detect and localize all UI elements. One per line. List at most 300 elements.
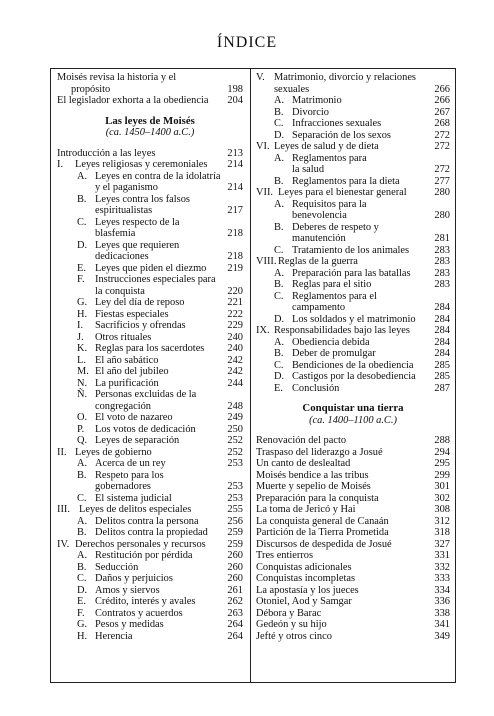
toc-entry-label: Divorcio bbox=[292, 106, 329, 118]
toc-entry bbox=[57, 389, 243, 401]
toc-page-number: 277 bbox=[434, 175, 450, 187]
toc-entry bbox=[57, 435, 243, 447]
toc-entry-marker: D. bbox=[274, 371, 285, 382]
toc-page-number: 219 bbox=[227, 262, 243, 274]
toc-entry-marker: B. bbox=[77, 561, 87, 573]
toc-entry bbox=[256, 268, 450, 280]
toc-entry-text bbox=[57, 297, 223, 309]
toc-entry bbox=[57, 182, 243, 194]
toc-entry-label: Leyes que piden el diezmo bbox=[95, 262, 207, 274]
toc-entry-label: Leyes de delitos especiales bbox=[79, 504, 192, 515]
toc-entry-text bbox=[57, 148, 223, 160]
toc-entry-label: Renovación del pacto bbox=[256, 435, 347, 446]
toc-entry-text bbox=[57, 309, 223, 321]
toc-entry bbox=[57, 378, 243, 390]
toc-entry-text bbox=[57, 84, 223, 96]
toc-page-number: 318 bbox=[434, 527, 450, 538]
toc-page-number: 259 bbox=[227, 527, 243, 538]
toc-entry-marker: M. bbox=[77, 366, 89, 377]
toc-page-number: 272 bbox=[434, 141, 450, 152]
toc-page-number: 218 bbox=[227, 228, 243, 239]
toc-page-number: 253 bbox=[227, 492, 243, 504]
toc-entry bbox=[256, 107, 450, 119]
toc-entry-marker: IX. bbox=[256, 325, 270, 336]
toc-entry-label: benevolencia bbox=[292, 210, 347, 221]
toc-entry-label: El año del jubileo bbox=[95, 366, 169, 377]
toc-entry-text bbox=[57, 401, 223, 413]
toc-page-number: 248 bbox=[227, 400, 243, 412]
toc-entry-text bbox=[256, 470, 430, 482]
toc-entry-text bbox=[57, 263, 223, 275]
toc-entry-label: gobernadores bbox=[95, 481, 151, 492]
column-divider bbox=[250, 68, 251, 683]
toc-entry bbox=[57, 412, 243, 424]
toc-page-number: 256 bbox=[227, 515, 243, 527]
toc-entry-text bbox=[57, 527, 223, 539]
toc-entry-text bbox=[256, 302, 430, 314]
toc-entry-label: Sacrificios y ofrendas bbox=[95, 320, 186, 331]
toc-entry-marker: Q. bbox=[77, 435, 88, 446]
toc-entry bbox=[256, 619, 450, 631]
toc-entry-label: Derechos personales y recursos bbox=[75, 538, 206, 550]
toc-entry bbox=[57, 309, 243, 321]
toc-page-number: 336 bbox=[434, 596, 450, 607]
toc-entry bbox=[256, 596, 450, 608]
toc-entry-text bbox=[256, 360, 430, 372]
toc-entry-label: la conquista bbox=[95, 285, 145, 297]
toc-page-number: 283 bbox=[434, 267, 450, 279]
toc-entry-label: Castigos por la desobediencia bbox=[292, 371, 416, 382]
toc-entry-label: manutención bbox=[292, 233, 346, 244]
toc-page-number: 222 bbox=[227, 308, 243, 320]
toc-entry-text bbox=[256, 199, 430, 211]
toc-entry bbox=[57, 550, 243, 562]
toc-entry-label: Otros rituales bbox=[95, 331, 152, 343]
toc-entry-marker: O. bbox=[77, 412, 88, 423]
toc-page-number: 268 bbox=[434, 118, 450, 129]
toc-entry-text bbox=[256, 164, 430, 176]
toc-entry-label: blasfemia bbox=[95, 228, 136, 239]
section-date-range: (ca. 1450–1400 a.C.) bbox=[105, 127, 195, 138]
toc-entry-label: Requisitos para la bbox=[292, 198, 367, 210]
toc-entry-label: Leyes de separación bbox=[95, 435, 180, 446]
toc-entry-marker: P. bbox=[77, 423, 85, 435]
toc-entry-marker: B. bbox=[77, 469, 87, 481]
toc-page-number: 332 bbox=[434, 561, 450, 573]
toc-entry-label: Leyes en contra de la idolatría bbox=[95, 170, 221, 182]
toc-entry bbox=[256, 199, 450, 211]
toc-entry-text bbox=[57, 343, 223, 355]
toc-page-number: 214 bbox=[227, 159, 243, 170]
toc-entry-text bbox=[256, 527, 430, 539]
toc-entry bbox=[57, 458, 243, 470]
toc-entry-label: Respeto para los bbox=[95, 469, 164, 481]
toc-entry bbox=[256, 585, 450, 597]
toc-entry-label: Un canto de deslealtad bbox=[256, 458, 351, 469]
toc-entry bbox=[57, 84, 243, 96]
toc-entry bbox=[57, 527, 243, 539]
toc-entry bbox=[57, 573, 243, 585]
toc-entry-marker: D. bbox=[77, 584, 88, 596]
toc-entry bbox=[57, 343, 243, 355]
toc-page-number: 229 bbox=[227, 320, 243, 331]
toc-entry bbox=[57, 320, 243, 332]
toc-entry-text bbox=[256, 176, 430, 188]
toc-entry-label: La purificación bbox=[95, 377, 159, 389]
toc-entry bbox=[256, 348, 450, 360]
toc-entry-text bbox=[57, 182, 223, 194]
toc-entry-label: Deber de promulgar bbox=[292, 348, 376, 359]
toc-entry bbox=[57, 263, 243, 275]
toc-entry-label: espiritualistas bbox=[95, 205, 153, 216]
toc-page-number: 240 bbox=[227, 343, 243, 354]
toc-entry-marker: A. bbox=[274, 152, 285, 164]
toc-entry-text bbox=[256, 107, 430, 119]
toc-entry-marker: D. bbox=[274, 313, 285, 325]
toc-entry-label: Instrucciones especiales para bbox=[95, 274, 216, 285]
toc-entry-label: Leyes religiosas y ceremoniales bbox=[75, 159, 208, 170]
toc-page-number: 283 bbox=[434, 279, 450, 290]
toc-entry-label: Restitución por pérdida bbox=[95, 550, 193, 561]
toc-entry-label: Leyes respecto de la bbox=[95, 216, 180, 228]
toc-entry-text bbox=[256, 72, 430, 84]
toc-page-number: 327 bbox=[434, 538, 450, 550]
toc-entry-marker: H. bbox=[77, 308, 88, 320]
toc-page-number: 260 bbox=[227, 573, 243, 584]
toc-entry-label: Reglas para los sacerdotes bbox=[95, 343, 205, 354]
toc-entry-label: y el paganismo bbox=[95, 182, 158, 193]
toc-entry-label: Obediencia debida bbox=[292, 336, 370, 348]
toc-entry-label: Leyes que requieren bbox=[95, 239, 180, 251]
toc-page-number: 259 bbox=[227, 538, 243, 550]
toc-entry-text bbox=[57, 596, 223, 608]
toc-entry-label: propósito bbox=[71, 83, 111, 95]
toc-entry-label: El año sabático bbox=[95, 354, 159, 366]
toc-entry bbox=[57, 205, 243, 217]
toc-entry-label: Daños y perjuicios bbox=[95, 573, 173, 584]
toc-entry-marker: B. bbox=[274, 348, 284, 359]
toc-entry-text bbox=[256, 210, 430, 222]
toc-entry bbox=[57, 228, 243, 240]
toc-right-column bbox=[256, 72, 450, 642]
toc-entry bbox=[57, 366, 243, 378]
toc-entry-text bbox=[256, 314, 430, 326]
toc-entry bbox=[256, 279, 450, 291]
toc-entry-text bbox=[256, 141, 430, 153]
toc-page-number: 284 bbox=[434, 302, 450, 313]
toc-left-column bbox=[57, 72, 243, 642]
toc-entry bbox=[57, 470, 243, 482]
toc-page-number: 255 bbox=[227, 504, 243, 515]
section-heading: Las leyes de Moisés bbox=[105, 114, 195, 127]
toc-entry-label: Acerca de un rey bbox=[95, 458, 166, 469]
toc-entry bbox=[256, 84, 450, 96]
toc-entry bbox=[256, 256, 450, 268]
toc-page-number: 302 bbox=[434, 492, 450, 504]
toc-entry-text bbox=[57, 194, 223, 206]
toc-entry-label: Leyes de salud y de dieta bbox=[274, 141, 379, 152]
toc-entry-text bbox=[256, 585, 430, 597]
toc-entry bbox=[57, 493, 243, 505]
toc-page-number: 253 bbox=[227, 481, 243, 492]
toc-entry bbox=[57, 251, 243, 263]
toc-entry bbox=[57, 332, 243, 344]
toc-page-number: 242 bbox=[227, 354, 243, 366]
toc-entry-label: Pesos y medidas bbox=[95, 619, 164, 630]
toc-page-number: 272 bbox=[434, 164, 450, 175]
toc-entry bbox=[256, 562, 450, 574]
toc-page-number: 285 bbox=[434, 371, 450, 382]
toc-entry-text bbox=[256, 348, 430, 360]
toc-entry-label: El voto de nazareo bbox=[95, 412, 173, 423]
toc-entry-text bbox=[256, 130, 430, 142]
toc-entry bbox=[57, 274, 243, 286]
toc-entry bbox=[256, 573, 450, 585]
toc-entry bbox=[256, 539, 450, 551]
toc-entry-marker: F. bbox=[77, 607, 85, 619]
toc-page-number: 250 bbox=[227, 423, 243, 435]
toc-entry-text bbox=[57, 378, 223, 390]
toc-entry bbox=[57, 240, 243, 252]
toc-entry-marker: C. bbox=[274, 244, 284, 256]
toc-entry-label: Crédito, interés y avales bbox=[95, 596, 196, 607]
toc-entry-label: campamento bbox=[292, 302, 346, 313]
toc-page-number: 288 bbox=[434, 435, 450, 446]
toc-entry bbox=[256, 291, 450, 303]
toc-entry-marker: J. bbox=[77, 331, 84, 343]
toc-entry bbox=[256, 493, 450, 505]
page-title: ÍNDICE bbox=[216, 34, 278, 51]
toc-entry-text bbox=[256, 291, 430, 303]
toc-entry-text bbox=[256, 619, 430, 631]
toc-entry-label: Preparación para la conquista bbox=[256, 492, 379, 504]
toc-entry-text bbox=[57, 412, 223, 424]
toc-entry-text bbox=[57, 447, 223, 459]
section-date-range: (ca. 1400–1100 a.C.) bbox=[309, 414, 397, 426]
toc-entry-text bbox=[57, 240, 223, 252]
toc-entry-marker: A. bbox=[77, 170, 88, 182]
toc-entry-marker: C. bbox=[274, 118, 284, 129]
toc-page-number: 287 bbox=[434, 382, 450, 394]
toc-entry-text bbox=[256, 631, 430, 643]
toc-entry-text bbox=[57, 539, 223, 551]
toc-page-number: 294 bbox=[434, 446, 450, 458]
toc-entry-marker: G. bbox=[77, 619, 88, 630]
toc-entry-marker: L. bbox=[77, 354, 86, 366]
toc-page-number: 280 bbox=[434, 187, 450, 198]
toc-entry bbox=[57, 148, 243, 160]
toc-entry-text bbox=[57, 274, 223, 286]
toc-entry-marker: E. bbox=[77, 596, 86, 607]
toc-entry-text bbox=[256, 118, 430, 130]
toc-page-number: 260 bbox=[227, 561, 243, 573]
toc-entry-marker: IV. bbox=[57, 538, 70, 550]
toc-entry-marker: B. bbox=[77, 193, 87, 205]
toc-entry-text bbox=[57, 470, 223, 482]
toc-entry bbox=[256, 337, 450, 349]
toc-page-number: 285 bbox=[434, 359, 450, 371]
toc-entry-label: Leyes de gobierno bbox=[75, 446, 152, 458]
toc-entry bbox=[57, 72, 243, 84]
toc-entry bbox=[256, 164, 450, 176]
toc-entry-marker: B. bbox=[274, 279, 284, 290]
toc-entry bbox=[57, 562, 243, 574]
toc-page-number: 267 bbox=[434, 106, 450, 118]
toc-entry bbox=[256, 550, 450, 562]
toc-entry-text bbox=[256, 383, 430, 395]
toc-page-number: 242 bbox=[227, 366, 243, 377]
toc-entry-text bbox=[256, 447, 430, 459]
toc-page-number: 266 bbox=[434, 83, 450, 95]
toc-entry bbox=[256, 95, 450, 107]
toc-entry-label: Reglamentos para el bbox=[292, 290, 377, 302]
toc-entry-marker: A. bbox=[77, 550, 88, 561]
toc-page-number: 261 bbox=[227, 584, 243, 596]
toc-page-number: 213 bbox=[227, 147, 243, 159]
toc-entry bbox=[256, 481, 450, 493]
toc-entry-marker: K. bbox=[77, 343, 88, 354]
toc-entry bbox=[256, 153, 450, 165]
toc-entry-label: Jefté y otros cinco bbox=[256, 630, 332, 642]
toc-entry-text bbox=[57, 72, 223, 84]
toc-entry bbox=[256, 245, 450, 257]
toc-entry-text bbox=[256, 458, 430, 470]
toc-entry-label: Conquistas adicionales bbox=[256, 561, 352, 573]
toc-entry-text bbox=[256, 371, 430, 383]
toc-entry bbox=[256, 527, 450, 539]
toc-entry bbox=[256, 504, 450, 516]
toc-page-number: 299 bbox=[434, 469, 450, 481]
toc-entry-label: sexuales bbox=[274, 83, 310, 95]
toc-entry bbox=[57, 159, 243, 171]
toc-entry bbox=[256, 141, 450, 153]
toc-entry-text bbox=[57, 550, 223, 562]
toc-page-number: 252 bbox=[227, 435, 243, 446]
toc-entry-text bbox=[256, 268, 430, 280]
toc-page-number: 284 bbox=[434, 325, 450, 336]
toc-entry-label: Leyes para el bienestar general bbox=[278, 187, 407, 198]
toc-entry-text bbox=[256, 187, 430, 199]
toc-entry-marker: III. bbox=[57, 504, 70, 515]
toc-entry-label: Amos y siervos bbox=[95, 584, 160, 596]
toc-entry bbox=[57, 95, 243, 107]
toc-entry-label: Conquistas incompletas bbox=[256, 573, 355, 584]
toc-entry-text bbox=[256, 95, 430, 107]
toc-entry-marker: B. bbox=[274, 106, 284, 118]
toc-entry-label: Tratamiento de los animales bbox=[292, 244, 410, 256]
toc-entry-label: Deberes de respeto y bbox=[292, 221, 379, 233]
toc-entry-label: Personas excluidas de la bbox=[95, 389, 197, 400]
toc-entry-label: Infracciones sexuales bbox=[292, 118, 382, 129]
toc-entry-text bbox=[57, 95, 223, 107]
toc-entry bbox=[256, 383, 450, 395]
toc-entry-label: Otoniel, Aod y Samgar bbox=[256, 596, 352, 607]
toc-page-number: 252 bbox=[227, 446, 243, 458]
toc-entry-text bbox=[256, 573, 430, 585]
toc-entry-label: Reglamentos para bbox=[292, 152, 367, 164]
toc-page-number: 284 bbox=[434, 313, 450, 325]
toc-entry bbox=[256, 631, 450, 643]
toc-entry bbox=[57, 286, 243, 298]
toc-page-number: 283 bbox=[434, 256, 450, 267]
toc-page-number: 221 bbox=[227, 297, 243, 308]
toc-entry-label: La apostasía y los jueces bbox=[256, 584, 359, 596]
toc-page-number: 284 bbox=[434, 336, 450, 348]
toc-entry bbox=[57, 424, 243, 436]
toc-entry-marker: N. bbox=[77, 377, 88, 389]
toc-entry-label: Herencia bbox=[95, 630, 133, 642]
toc-entry bbox=[256, 72, 450, 84]
toc-page-number: 301 bbox=[434, 481, 450, 492]
toc-page-number: 281 bbox=[434, 233, 450, 244]
toc-entry-label: Delitos contra la propiedad bbox=[95, 527, 208, 538]
toc-page-number: 262 bbox=[227, 596, 243, 607]
toc-entry bbox=[57, 194, 243, 206]
section-heading: Conquistar una tierra bbox=[302, 402, 404, 414]
toc-entry bbox=[256, 222, 450, 234]
toc-page-number: 260 bbox=[227, 550, 243, 561]
toc-entry-text bbox=[256, 256, 430, 268]
toc-entry-text bbox=[57, 585, 223, 597]
toc-page-number: 264 bbox=[227, 630, 243, 642]
toc-entry-marker: E. bbox=[77, 262, 86, 274]
toc-entry-text bbox=[256, 596, 430, 608]
toc-entry-marker: B. bbox=[274, 175, 284, 187]
toc-page-number: 217 bbox=[227, 205, 243, 216]
toc-entry-label: Reglas para el sitio bbox=[292, 279, 372, 290]
toc-entry-text bbox=[57, 171, 223, 183]
toc-page-number: 249 bbox=[227, 412, 243, 423]
toc-entry-text bbox=[57, 435, 223, 447]
toc-entry-text bbox=[57, 251, 223, 263]
toc-entry-marker: E. bbox=[274, 382, 283, 394]
toc-entry bbox=[57, 217, 243, 229]
toc-entry-label: Responsabilidades bajo las leyes bbox=[274, 325, 410, 336]
toc-entry bbox=[57, 539, 243, 551]
toc-entry bbox=[57, 401, 243, 413]
toc-page-number: 253 bbox=[227, 458, 243, 469]
toc-page-number: 214 bbox=[227, 182, 243, 193]
toc-entry-text bbox=[57, 458, 223, 470]
toc-entry-marker: VII. bbox=[256, 187, 274, 198]
toc-page-number: 283 bbox=[434, 244, 450, 256]
toc-entry-text bbox=[57, 366, 223, 378]
toc-entry-label: Partición de la Tierra Prometida bbox=[256, 527, 389, 538]
toc-entry-label: Seducción bbox=[95, 561, 139, 573]
toc-entry bbox=[256, 118, 450, 130]
toc-entry-marker: C. bbox=[77, 216, 87, 228]
toc-entry-text bbox=[57, 573, 223, 585]
toc-entry-text bbox=[57, 217, 223, 229]
toc-entry-marker: A. bbox=[77, 458, 88, 469]
toc-entry-text bbox=[57, 286, 223, 298]
toc-entry-marker: Ñ. bbox=[77, 389, 88, 400]
toc-entry bbox=[256, 130, 450, 142]
toc-entry bbox=[256, 371, 450, 383]
toc-entry bbox=[256, 458, 450, 470]
toc-entry-text bbox=[57, 562, 223, 574]
toc-entry-text bbox=[57, 355, 223, 367]
toc-page-number: 244 bbox=[227, 377, 243, 389]
toc-entry bbox=[256, 233, 450, 245]
toc-entry-marker: C. bbox=[274, 290, 284, 302]
toc-entry-label: Muerte y sepelio de Moisés bbox=[256, 481, 371, 492]
toc-page-number: 263 bbox=[227, 607, 243, 619]
toc-entry bbox=[256, 210, 450, 222]
toc-page-number: 331 bbox=[434, 550, 450, 561]
toc-entry bbox=[256, 516, 450, 528]
toc-entry-text bbox=[57, 504, 223, 516]
